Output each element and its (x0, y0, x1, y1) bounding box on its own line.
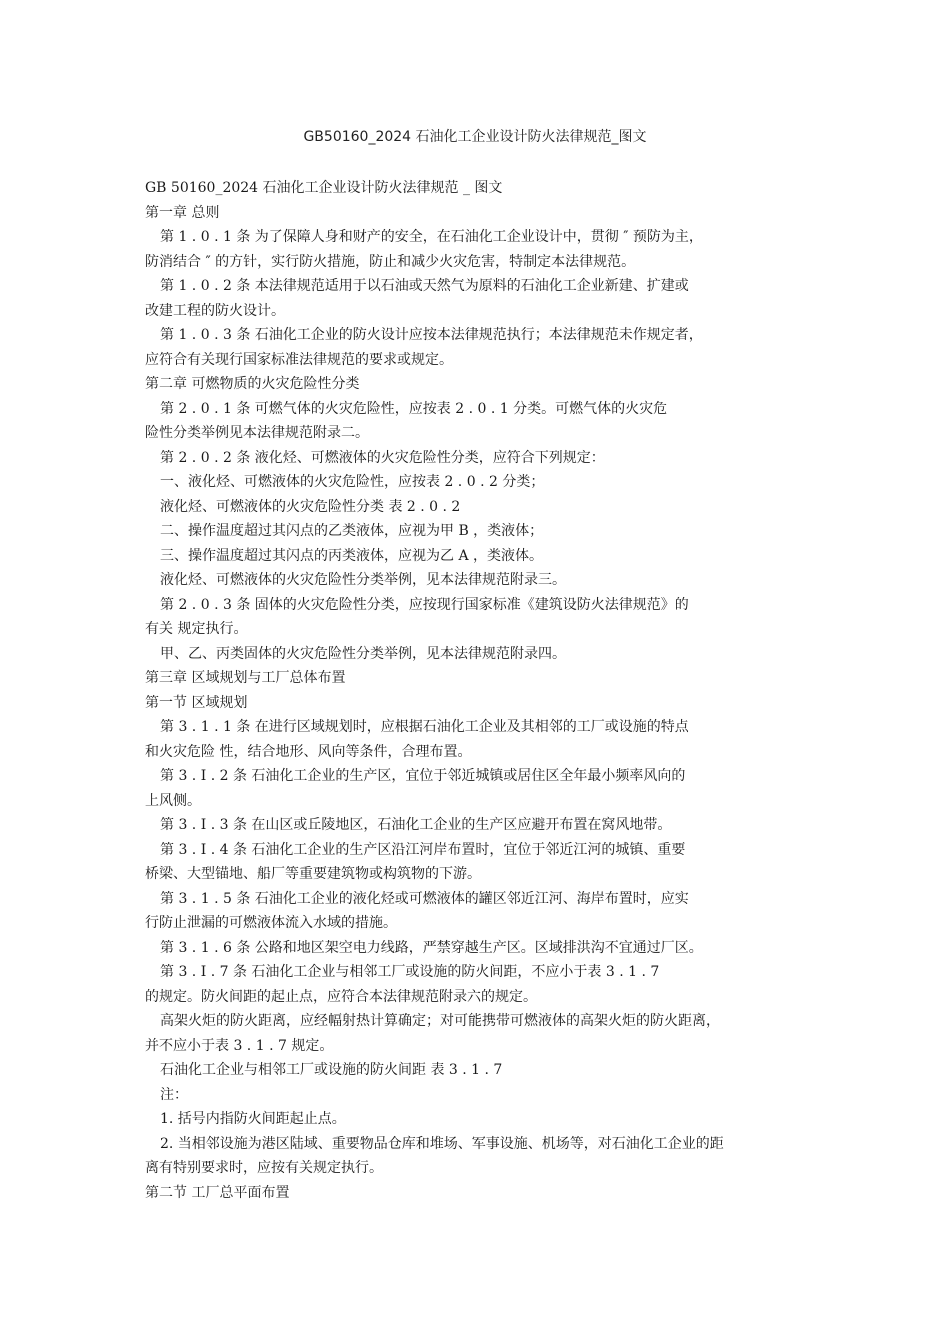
body-text-line: 第 1 . 0 . 3 条 石油化工企业的防火设计应按本法律规范执行；本法律规范未作规定者， (160, 327, 703, 343)
body-text-line: 二、操作温度超过其闪点的乙类液体，应视为甲 B ，类液体； (160, 523, 544, 539)
body-text-line: 险性分类举例见本法律规范附录二。 (145, 425, 369, 441)
body-text-line: 第二章 可燃物质的火灾危险性分类 (145, 376, 360, 392)
body-text-line: 1. 括号内指防火间距起止点。 (160, 1111, 346, 1127)
body-text-line: 第二节 工厂总平面布置 (145, 1184, 290, 1201)
body-text-line: GB 50160_2024 石油化工企业设计防火法律规范 _ 图文 (145, 180, 503, 196)
body-text-line: 高架火炬的防火距离，应经幅射热计算确定；对可能携带可燃液体的高架火炬的防火距离， (160, 1013, 720, 1029)
body-text-line: 和火灾危险 性，结合地形、风向等条件，合理布置。 (145, 743, 472, 760)
body-text-line: 第 3 . 1 . 6 条 公路和地区架空电力线路，严禁穿越生产区。区域排洪沟不宜通过厂区。 (160, 939, 703, 956)
body-text-line: 第 2 . 0 . 2 条 液化烃、可燃液体的火灾危险性分类，应符合下列规定： (160, 449, 605, 466)
body-text-line: 改建工程的防火设计。 (145, 302, 285, 319)
body-text-line: 第 3 . I . 7 条 石油化工企业与相邻工厂或设施的防火间距，不应小于表 3 . 1 . 7 (160, 964, 660, 980)
body-text-line: 第 2 . 0 . 3 条 固体的火灾危险性分类，应按现行国家标准《建筑设防火法律规范》的 (160, 596, 689, 613)
document-body (145, 176, 815, 1205)
body-text-line: 上风侧。 (145, 792, 201, 809)
body-text-line: 第 3 . 1 . 5 条 石油化工企业的液化烃或可燃液体的罐区邻近江河、海岸布置时，应实 (160, 890, 689, 907)
body-text-line: 防消结合 ″ 的方针，实行防火措施，防止和减少火灾危害，特制定本法律规范。 (145, 253, 636, 270)
body-text-line: 第 1 . 0 . 2 条 本法律规范适用于以石油或天然气为原料的石油化工企业新建、扩建或 (160, 278, 689, 294)
body-text-line: 第 3 . I . 4 条 石油化工企业的生产区沿江河岸布置时，宜位于邻近江河的城镇、重要 (160, 841, 686, 858)
body-text-line: 第 2 . 0 . 1 条 可燃气体的火灾危险性，应按表 2 . 0 . 1 分类。可燃气体的火灾危 (160, 400, 668, 417)
body-text-line: 一、液化烃、可燃液体的火灾危险性，应按表 2 . 0 . 2 分类； (160, 474, 545, 490)
body-text-line: 液化烃、可燃液体的火灾危险性分类举例，见本法律规范附录三。 (160, 572, 566, 588)
body-text-line: 石油化工企业与相邻工厂或设施的防火间距 表 3 . 1 . 7 (160, 1062, 503, 1078)
body-text-line: 有关 规定执行。 (145, 621, 248, 637)
body-text-line: 桥梁、大型锚地、船厂等重要建筑物或构筑物的下游。 (145, 866, 481, 882)
body-text-line: 第 3 . I . 2 条 石油化工企业的生产区，宜位于邻近城镇或居住区全年最小频率风向的 (160, 768, 686, 784)
body-text-line: 第 3 . I . 3 条 在山区或丘陵地区，石油化工企业的生产区应避开布置在窝风地带。 (160, 817, 672, 833)
body-text-line: 第一节 区域规划 (145, 694, 248, 711)
body-text-line: 三、操作温度超过其闪点的丙类液体，应视为乙 A ，类液体。 (160, 547, 544, 564)
body-text-line: 第 3 . 1 . 1 条 在进行区域规划时，应根据石油化工企业及其相邻的工厂或设施的特点 (160, 719, 689, 735)
body-text-line: 应符合有关现行国家标准法律规范的要求或规定。 (145, 351, 453, 368)
body-text-line: 离有特别要求时，应按有关规定执行。 (145, 1160, 383, 1176)
body-text-line: 的规定。防火间距的起止点，应符合本法律规范附录六的规定。 (145, 988, 537, 1005)
body-text-line: 行防止泄漏的可燃液体流入水域的措施。 (145, 915, 397, 931)
body-text-line: 2. 当相邻设施为港区陆域、重要物品仓库和堆场、军事设施、机场等，对石油化工企业的距 (160, 1135, 724, 1152)
body-text-line: 液化烃、可燃液体的火灾危险性分类 表 2 . 0 . 2 (160, 498, 461, 515)
body-text-line: 注： (160, 1086, 188, 1103)
body-text-line: 第三章 区域规划与工厂总体布置 (145, 670, 346, 686)
body-text-line: 第 1 . 0 . 1 条 为了保障人身和财产的安全，在石油化工企业设计中，贯彻 ″ 预防为主， (160, 229, 703, 245)
body-text-line: 并不应小于表 3 . 1 . 7 规定。 (145, 1037, 334, 1054)
body-text-line: 第一章 总则 (145, 204, 220, 221)
body-text-line: 甲、乙、丙类固体的火灾危险性分类举例，见本法律规范附录四。 (160, 645, 566, 662)
page-title: GB50160_2024 石油化工企业设计防火法律规范_图文 (303, 129, 647, 145)
